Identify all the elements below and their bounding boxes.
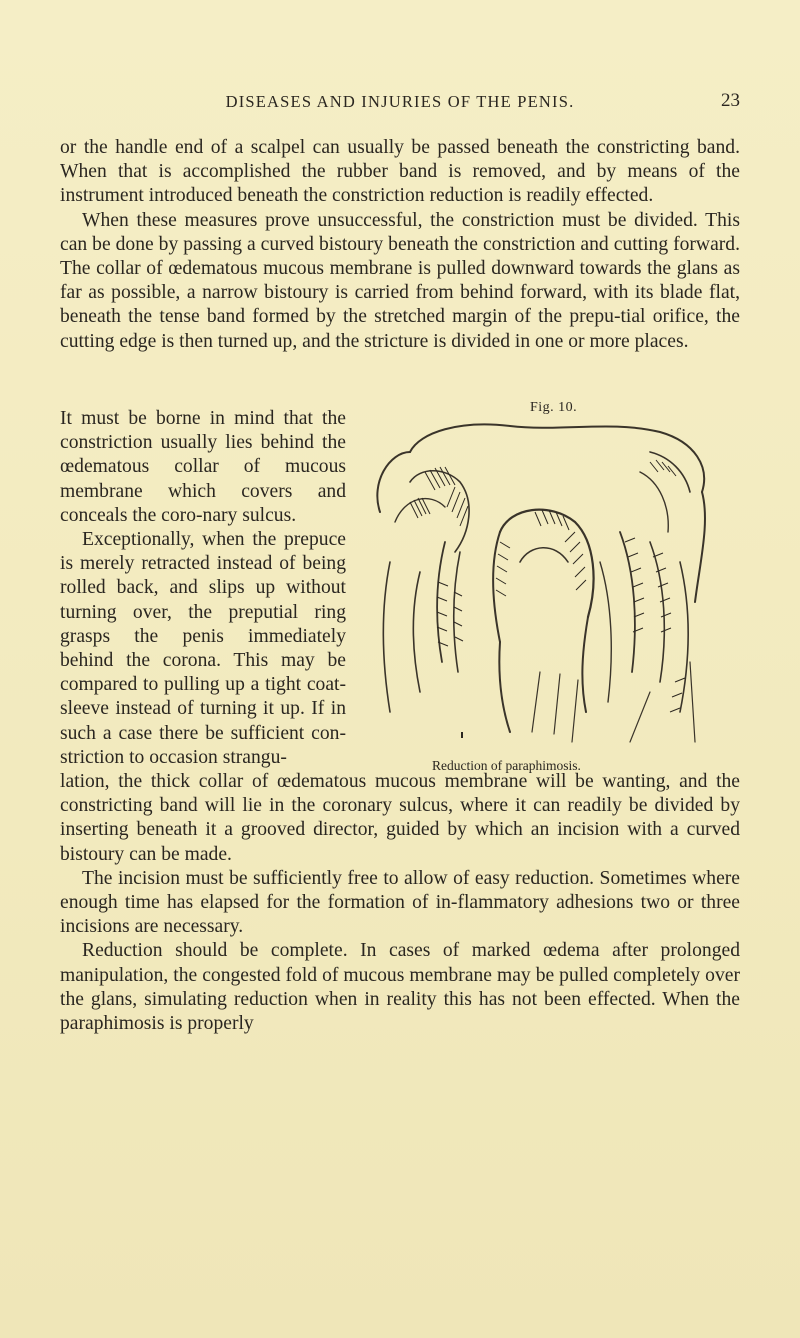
text-block-bottom: [60, 770, 740, 1036]
running-header: [60, 92, 740, 116]
paragraph: When these measures prove unsuccessful, the constriction must be divided. This can be done by passing a curved bistoury beneath the constriction and cutting forward. The collar of œdematous mucous membrane is pulled downward towards the glans as far as possible, a narrow bistoury is carried from behind forward, with its blade flat, beneath the tense band formed by the stretched margin of the prepu-tial orifice, the cutting edge is then turned up, and the stricture is divided in one or more places.: [60, 209, 740, 352]
figure-label: Fig. 10.: [530, 400, 578, 415]
paragraph: Exceptionally, when the prepuce is merely retracted instead of being rolled back, and slips up without turning over, the preputial ring grasps the penis immediately behind the corona. This may be compared to pulling up a tight coat-sleeve instead of turning it up. If in such a case there be sufficient con-striction to occasion strangu-: [60, 529, 346, 768]
paragraph: It must be borne in mind that the constriction usually lies behind the œdematous collar of mucous membrane which covers and conceals the coro-nary sulcus.: [60, 408, 346, 526]
paraphimosis-illustration: [350, 412, 740, 757]
paragraph: lation, the thick collar of œdematous mucous membrane will be wanting, and the constricting band will lie in the coronary sulcus, where it can readily be divided by inserting beneath it a grooved director, guided by which an incision with a curved bistoury can be made.: [60, 771, 740, 865]
figure: [350, 400, 740, 780]
paragraph: The incision must be sufficiently free to allow of easy reduction. Sometimes where enough time has elapsed for the formation of in-flammatory adhesions two or three incisions are necessary.: [60, 867, 740, 938]
page-number: 23: [721, 90, 740, 111]
paragraph: or the handle end of a scalpel can usually be passed beneath the constricting band. When that is accomplished the rubber band is removed, and by means of the instrument introduced beneath the constriction reduction is readily effected.: [60, 137, 740, 207]
text-block-top: [60, 136, 740, 354]
running-title: DISEASES AND INJURIES OF THE PENIS.: [225, 92, 575, 111]
paragraph: Reduction should be complete. In cases of marked œdema after prolonged manipulation, the congested fold of mucous membrane may be pulled completely over the glans, simulating reduction when in reality this has not been effected. When the paraphimosis is properly: [60, 940, 740, 1035]
text-block-wrapped: [60, 407, 346, 770]
figure-caption: Reduction of paraphimosis.: [432, 758, 581, 773]
